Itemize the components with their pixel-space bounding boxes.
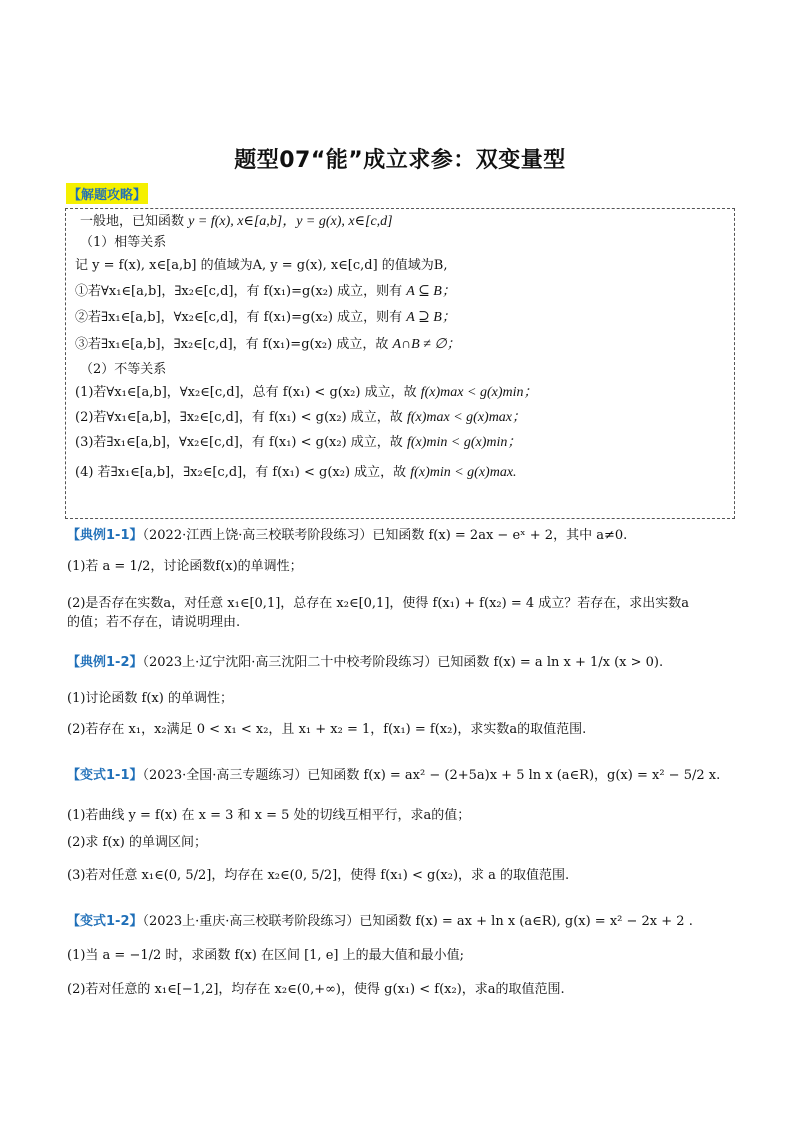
item-marker: ③若 — [75, 337, 102, 352]
equal-item — [75, 336, 461, 354]
item-conclusion: A∩B ≠ ∅； — [392, 337, 461, 352]
item-conclusion: f(x)max < g(x)max； — [406, 410, 527, 425]
problem-part: (2)是否存在实数a，对任意 x₁∈[0,1]，总存在 x₂∈[0,1]，使得 f(x₁) + f(x₂) = 4 成立？若存在，求出实数a — [67, 596, 689, 611]
section2-heading: （2）不等关系 — [80, 362, 167, 377]
problem-part: (1)若曲线 y = f(x) 在 x = 3 和 x = 5 处的切线互相平行，求a的值； — [67, 808, 471, 823]
item-marker: (3)若 — [75, 435, 107, 450]
inequality-item — [75, 464, 517, 482]
item-marker: (4) 若 — [75, 465, 111, 480]
item-marker: ②若 — [75, 310, 102, 325]
problem-header — [67, 654, 663, 672]
problem-label: 【变式1-2】 — [67, 914, 143, 929]
problem-part: (3)若对任意 x₁∈(0, 5/2]，均存在 x₂∈(0, 5/2]，使得 f(x₁) < g(x₂)，求 a 的取值范围. — [67, 868, 570, 883]
problem-label: 【变式1-1】 — [67, 768, 143, 783]
problem-part: 的值；若不存在，请说明理由. — [67, 615, 241, 630]
record-line: 记 y = f(x), x∈[a,b] 的值域为A, y = g(x), x∈[c,d] 的值域为B, — [75, 258, 448, 273]
intro-math: y = f(x), x∈[a,b]，y = g(x), x∈[c,d] — [188, 214, 393, 229]
problem-stem: 已知函数 f(x) = a ln x + 1/x (x > 0). — [437, 655, 664, 670]
problem-source: （2023上·辽宁沈阳·高三沈阳二十中校考阶段练习） — [142, 655, 438, 670]
problem-label: 【典例1-2】 — [67, 655, 143, 670]
problem-part: (1)若 a = 1/2，讨论函数f(x)的单调性； — [67, 559, 303, 574]
problem-header — [67, 527, 627, 545]
item-condition: ∀x₁∈[a,b]，∀x₂∈[c,d]，总有 f(x₁) < g(x₂) 成立，故 — [106, 385, 417, 400]
inequality-item — [75, 384, 538, 402]
inequality-item — [75, 409, 526, 427]
item-marker: (2)若 — [75, 410, 107, 425]
problem-label: 【典例1-1】 — [67, 528, 143, 543]
problem-part: (2)若存在 x₁，x₂满足 0 < x₁ < x₂，且 x₁ + x₂ = 1，f(x₁) = f(x₂)，求实数a的取值范围. — [67, 722, 587, 737]
problem-stem: 已知函数 f(x) = 2ax − eˣ + 2，其中 a≠0. — [372, 528, 628, 543]
item-condition: ∃x₁∈[a,b]，∀x₂∈[c,d]，有 f(x₁)=g(x₂) 成立，则有 — [101, 310, 403, 325]
item-conclusion: f(x)min < g(x)min； — [406, 435, 522, 450]
problem-part: (2)若对任意的 x₁∈[−1,2]，均存在 x₂∈(0,+∞)，使得 g(x₁) < f(x₂)，求a的取值范围. — [67, 982, 565, 997]
page-title: 题型07“能”成立求参：双变量型 — [234, 148, 566, 173]
problem-stem: 已知函数 f(x) = ax + ln x (a∈R), g(x) = x² − 2x + 2 . — [359, 914, 693, 929]
strategy-intro — [80, 213, 393, 231]
item-condition: ∃x₁∈[a,b]，∃x₂∈[c,d]，有 f(x₁) < g(x₂) 成立，故 — [110, 465, 407, 480]
strategy-label: 【解题攻略】 — [66, 183, 148, 204]
item-conclusion: A ⊇ B； — [406, 310, 456, 325]
item-marker: (1)若 — [75, 385, 107, 400]
problem-stem: 已知函数 f(x) = ax² − (2+5a)x + 5 ln x (a∈R)，g(x) = x² − 5/2 x. — [307, 768, 721, 783]
problem-part: (2)求 f(x) 的单调区间； — [67, 835, 207, 850]
problem-header — [67, 913, 693, 931]
item-condition: ∃x₁∈[a,b]，∀x₂∈[c,d]，有 f(x₁) < g(x₂) 成立，故 — [106, 435, 403, 450]
problem-source: （2023上·重庆·高三校联考阶段练习） — [142, 914, 360, 929]
item-condition: ∀x₁∈[a,b]，∃x₂∈[c,d]，有 f(x₁) < g(x₂) 成立，故 — [106, 410, 403, 425]
problem-header — [67, 767, 720, 785]
inequality-item — [75, 434, 521, 452]
item-condition: ∀x₁∈[a,b]，∃x₂∈[c,d]，有 f(x₁)=g(x₂) 成立，则有 — [101, 284, 403, 299]
item-conclusion: A ⊆ B； — [406, 284, 456, 299]
problem-source: （2023·全国·高三专题练习） — [142, 768, 308, 783]
section1-heading: （1）相等关系 — [80, 235, 167, 250]
equal-item — [75, 309, 456, 327]
intro-text: 一般地，已知函数 — [80, 214, 185, 229]
equal-item — [75, 283, 456, 301]
item-marker: ①若 — [75, 284, 102, 299]
problem-source: （2022·江西上饶·高三校联考阶段练习） — [142, 528, 373, 543]
item-conclusion: f(x)min < g(x)max. — [410, 465, 517, 480]
item-conclusion: f(x)max < g(x)min； — [420, 385, 538, 400]
item-condition: ∃x₁∈[a,b]，∃x₂∈[c,d]，有 f(x₁)=g(x₂) 成立，故 — [101, 337, 389, 352]
problem-part: (1)当 a = −1/2 时，求函数 f(x) 在区间 [1, e] 上的最大值和最小值; — [67, 948, 464, 963]
problem-part: (1)讨论函数 f(x) 的单调性； — [67, 691, 233, 706]
